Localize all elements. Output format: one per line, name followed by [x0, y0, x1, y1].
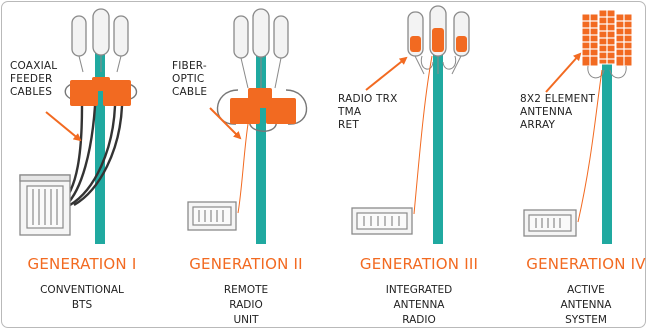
gen4-description: ACTIVE ANTENNA SYSTEM [560, 284, 612, 326]
gen2-antennas [234, 9, 288, 58]
gen4-baseband-unit [524, 210, 576, 236]
gen4-callout-label: 8X2 ELEMENT ANTENNA ARRAY [520, 93, 596, 131]
gen3-callout-arrow [366, 58, 406, 90]
gen2-title: GENERATION II [189, 255, 303, 273]
gen1-callout-arrow [46, 112, 80, 140]
gen1-antennas [72, 9, 128, 56]
gen2-baseband-unit [188, 202, 236, 230]
gen1-description: CONVENTIONAL BTS [40, 284, 124, 311]
gen3-callout-label: RADIO TRX TMA RET [338, 93, 398, 131]
gen1-callout-label: COAXIAL FEEDER CABLES [10, 60, 58, 98]
gen2-description: REMOTE RADIO UNIT [223, 284, 269, 326]
gen4-antenna-arrays [582, 10, 632, 66]
gen3-fiber-cable [414, 56, 432, 214]
gen1-bts-cabinet [20, 175, 70, 235]
gen2-callout-label: FIBER- OPTIC CABLE [172, 60, 208, 98]
gen3-title: GENERATION III [359, 255, 479, 273]
gen4-title: GENERATION IV [526, 255, 646, 273]
gen3-description: INTEGRATED ANTENNA RADIO [385, 284, 453, 326]
gen4-callout-arrow [546, 54, 580, 92]
gen1-title: GENERATION I [27, 255, 137, 273]
generation-2-illustration [188, 9, 307, 244]
generation-1-illustration [20, 9, 137, 244]
gen3-baseband-unit [352, 208, 412, 234]
